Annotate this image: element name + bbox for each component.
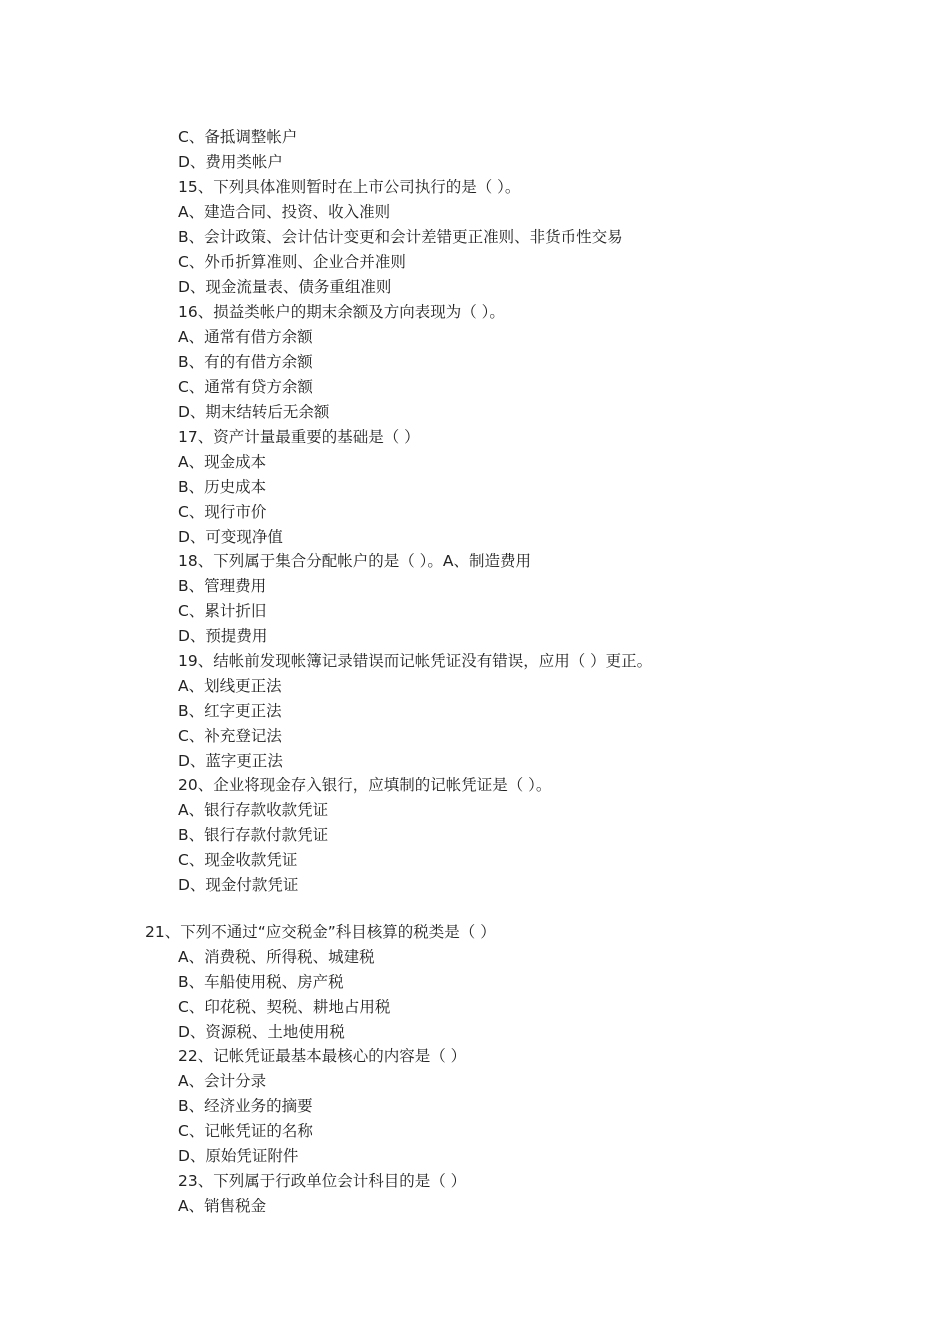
option-line: C、现行市价 bbox=[178, 503, 267, 521]
option-line: C、备抵调整帐户 bbox=[178, 128, 298, 146]
option-line: A、建造合同、投资、收入准则 bbox=[178, 203, 391, 221]
option-line: C、现金收款凭证 bbox=[178, 851, 298, 869]
option-line: A、银行存款收款凭证 bbox=[178, 801, 329, 819]
question-line: 18、下列属于集合分配帐户的是（ ）。A、制造费用 bbox=[178, 552, 532, 570]
option-line: A、划线更正法 bbox=[178, 677, 282, 695]
option-line: B、车船使用税、房产税 bbox=[178, 973, 344, 991]
option-line: D、期末结转后无余额 bbox=[178, 403, 330, 421]
question-line: 16、损益类帐户的期末余额及方向表现为（ ）。 bbox=[178, 303, 505, 321]
option-line: B、有的有借方余额 bbox=[178, 353, 313, 371]
option-line: B、历史成本 bbox=[178, 478, 267, 496]
option-line: B、会计政策、会计估计变更和会计差错更正准则、非货币性交易 bbox=[178, 228, 623, 246]
question-line: 19、结帐前发现帐簿记录错误而记帐凭证没有错误，应用（ ）更正。 bbox=[178, 652, 653, 670]
option-line: D、蓝字更正法 bbox=[178, 752, 283, 770]
question-line: 15、下列具体准则暂时在上市公司执行的是（ ）。 bbox=[178, 178, 521, 196]
question-line: 23、下列属于行政单位会计科目的是（ ） bbox=[178, 1172, 467, 1190]
question-line: 20、企业将现金存入银行，应填制的记帐凭证是（ ）。 bbox=[178, 776, 552, 794]
option-line: A、销售税金 bbox=[178, 1197, 267, 1215]
option-line: B、红字更正法 bbox=[178, 702, 282, 720]
option-line: C、补充登记法 bbox=[178, 727, 282, 745]
question-line: 22、记帐凭证最基本最核心的内容是（ ） bbox=[178, 1047, 467, 1065]
option-line: D、现金流量表、债务重组准则 bbox=[178, 278, 392, 296]
option-line: C、通常有贷方余额 bbox=[178, 378, 313, 396]
option-line: A、消费税、所得税、城建税 bbox=[178, 948, 375, 966]
option-line: B、经济业务的摘要 bbox=[178, 1097, 313, 1115]
option-line: A、通常有借方余额 bbox=[178, 328, 313, 346]
option-line: C、印花税、契税、耕地占用税 bbox=[178, 998, 391, 1016]
option-line: D、现金付款凭证 bbox=[178, 876, 299, 894]
option-line: A、现金成本 bbox=[178, 453, 267, 471]
option-line: D、可变现净值 bbox=[178, 528, 283, 546]
option-line: B、银行存款付款凭证 bbox=[178, 826, 329, 844]
option-line: D、费用类帐户 bbox=[178, 153, 283, 171]
question-line: 21、下列不通过“应交税金”科目核算的税类是（ ） bbox=[145, 923, 496, 941]
option-line: D、预提费用 bbox=[178, 627, 268, 645]
option-line: C、累计折旧 bbox=[178, 602, 267, 620]
option-line: C、外币折算准则、企业合并准则 bbox=[178, 253, 406, 271]
option-line: A、会计分录 bbox=[178, 1072, 267, 1090]
question-line: 17、资产计量最重要的基础是（ ） bbox=[178, 428, 420, 446]
option-line: C、记帐凭证的名称 bbox=[178, 1122, 313, 1140]
option-line: B、管理费用 bbox=[178, 577, 267, 595]
option-line: D、资源税、土地使用税 bbox=[178, 1023, 345, 1041]
option-line: D、原始凭证附件 bbox=[178, 1147, 299, 1165]
